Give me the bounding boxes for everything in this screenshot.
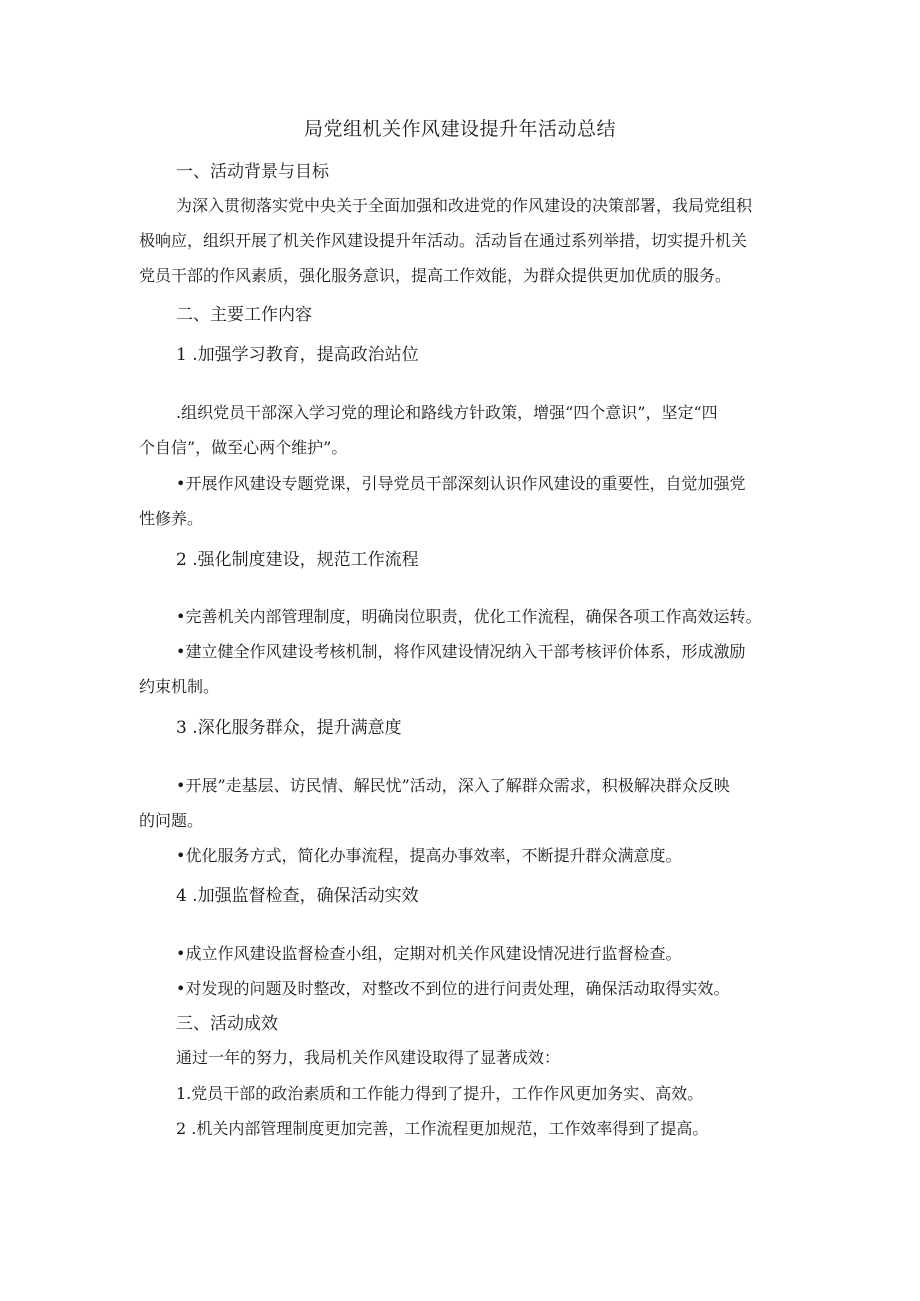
bullet-line: 个自信”，做至心两个维护”。	[139, 438, 348, 457]
item-heading-4: 4 .加强监督检查，确保活动实效	[176, 886, 419, 906]
result-line: 2 .机关内部管理制度更加完善，工作流程更加规范，工作效率得到了提高。	[176, 1119, 709, 1138]
section-heading-results: 三、活动成效	[176, 1014, 278, 1034]
bullet-paragraph	[176, 395, 718, 430]
bullet-line: .组织党员干部深入学习党的理论和路线方针政策，增强“四个意识”，坚定“四	[176, 403, 718, 422]
bullet-paragraph-cont	[139, 430, 347, 465]
result-line: 1.党员干部的政治素质和工作能力得到了提升，工作作风更加务实、高效。	[176, 1084, 704, 1103]
bullet-line: 约束机制。	[139, 677, 220, 696]
results-intro	[176, 1040, 560, 1075]
bullet-line: 的问题。	[139, 811, 204, 830]
item-heading-1: 1 .加强学习教育，提高政治站位	[176, 345, 419, 365]
bullet-line: •完善机关内部管理制度，明确岗位职责，优化工作流程，确保各项工作高效运转。	[176, 607, 762, 626]
bullet-line: •建立健全作风建设考核机制，将作风建设情况纳入干部考核评价体系，形成激励	[176, 642, 746, 661]
section-heading-background: 一、活动背景与目标	[176, 162, 329, 182]
bullet-line: •成立作风建设监督检查小组，定期对机关作风建设情况进行监督检查。	[176, 944, 682, 963]
bullet-paragraph	[176, 936, 681, 971]
paragraph-background	[176, 188, 752, 223]
bullet-paragraph	[176, 599, 761, 634]
bullet-paragraph	[176, 768, 730, 803]
item-heading-3: 3 .深化服务群众，提升满意度	[176, 718, 402, 738]
paragraph-background-cont	[139, 223, 747, 293]
results-intro-line: 通过一年的努力，我局机关作风建设取得了显著成效：	[176, 1048, 561, 1067]
result-item-2	[176, 1111, 708, 1146]
bullet-paragraph	[176, 466, 745, 501]
bullet-paragraph	[176, 971, 729, 1006]
bullet-paragraph	[176, 634, 745, 669]
bullet-paragraph-cont	[139, 669, 219, 704]
paragraph-line: 党员干部的作风素质，强化服务意识，提高工作效能，为群众提供更加优质的服务。	[139, 266, 732, 285]
paragraph-line: 极响应，组织开展了机关作风建设提升年活动。活动旨在通过系列举措，切实提升机关	[139, 231, 748, 250]
bullet-line: •对发现的问题及时整改，对整改不到位的进行问责处理，确保活动取得实效。	[176, 979, 730, 998]
bullet-line: •开展作风建设专题党课，引导党员干部深刻认识作风建设的重要性，自觉加强党	[176, 474, 746, 493]
section-heading-main-work: 二、主要工作内容	[176, 305, 312, 325]
bullet-paragraph	[176, 838, 681, 873]
item-heading-2: 2 .强化制度建设，规范工作流程	[176, 550, 419, 570]
bullet-paragraph-cont	[139, 803, 203, 838]
bullet-line: 性修养。	[139, 509, 204, 528]
document-title: 局党组机关作风建设提升年活动总结	[303, 118, 616, 140]
result-item-1	[176, 1076, 703, 1111]
bullet-line: •开展”走基层、访民情、解民忧”活动，深入了解群众需求，积极解决群众反映	[176, 776, 730, 795]
bullet-line: •优化服务方式，简化办事流程，提高办事效率，不断提升群众满意度。	[176, 846, 682, 865]
bullet-paragraph-cont	[139, 501, 203, 536]
paragraph-line: 为深入贯彻落实党中央关于全面加强和改进党的作风建设的决策部署，我局党组积	[176, 196, 753, 215]
